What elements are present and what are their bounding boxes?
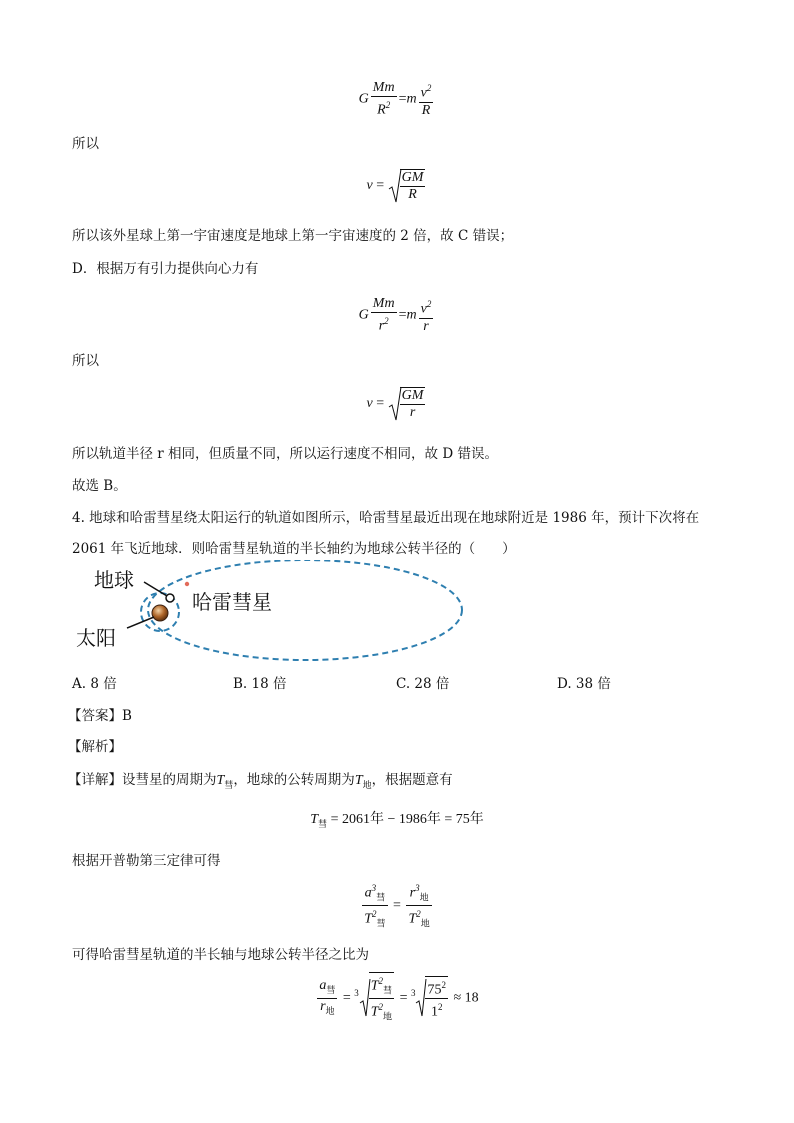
formula-gravity-R xyxy=(0,80,794,119)
formula-symbol: T xyxy=(216,773,225,788)
formula-symbol: r xyxy=(409,885,416,901)
fraction-denominator: R xyxy=(421,102,431,118)
equals-sign: = xyxy=(342,990,351,1006)
root-index: 3 xyxy=(410,988,416,999)
root-index: 3 xyxy=(354,988,359,999)
approx-result: ≈ 18 xyxy=(453,990,479,1006)
exponent: 2 xyxy=(384,316,389,326)
fraction-denominator: r xyxy=(423,318,429,334)
earth-icon xyxy=(166,594,174,602)
subscript: 彗 xyxy=(383,985,393,996)
equals-sign: = xyxy=(398,91,407,107)
subscript: 地 xyxy=(383,1011,393,1022)
subscript: 彗 xyxy=(376,892,386,903)
equals-sign: = xyxy=(376,396,385,412)
formula-symbol: v xyxy=(366,178,373,194)
sun-pointer-line xyxy=(127,617,154,628)
exponent: 3 xyxy=(415,883,420,893)
formula-symbol: a xyxy=(364,885,372,901)
formula-velocity-R xyxy=(0,167,794,205)
formula-symbol: T xyxy=(370,978,379,994)
formula-period xyxy=(0,808,794,830)
subscript: 彗 xyxy=(326,984,336,995)
formula-symbol: G xyxy=(358,91,369,107)
exponent: 2 xyxy=(426,299,432,309)
fraction-denominator: R xyxy=(408,187,417,202)
formula-symbol: a xyxy=(319,978,327,994)
question-text-line2: 2061 年飞近地球．则哈雷彗星轨道的半长轴约为地球公转半径的（ ） xyxy=(72,541,516,557)
text-suoyi: 所以 xyxy=(72,136,99,152)
numeric-value: 75 xyxy=(427,982,442,998)
fraction-denominator: R xyxy=(377,102,386,118)
text-choose-b: 故选 B。 xyxy=(72,478,127,494)
fraction-numerator: Mm xyxy=(372,80,395,95)
subscript: 彗 xyxy=(224,779,234,790)
detail-text: ，地球的公转周期为 xyxy=(233,772,355,788)
ratio-intro: 可得哈雷彗星轨道的半长轴与地球公转半径之比为 xyxy=(72,947,369,963)
formula-symbol: T xyxy=(310,812,319,827)
formula-ratio xyxy=(0,972,794,1025)
answer-label: 【答案】B xyxy=(68,708,132,724)
formula-symbol: m xyxy=(406,91,417,107)
equals-sign: = xyxy=(393,898,401,914)
formula-symbol: r xyxy=(320,998,326,1014)
detail-text: 【详解】设彗星的周期为 xyxy=(68,772,217,788)
answer-options xyxy=(0,672,794,692)
fraction-denominator: r xyxy=(378,318,385,334)
sun-icon xyxy=(152,605,168,621)
exponent: 2 xyxy=(378,1002,384,1013)
label-comet: 哈雷彗星 xyxy=(192,590,272,614)
subscript: 地 xyxy=(325,1005,335,1016)
formula-velocity-r xyxy=(0,385,794,423)
formula-gravity-r xyxy=(0,296,794,335)
detail-text: ，根据题意有 xyxy=(371,772,453,788)
numeric-value: 1 xyxy=(430,1005,438,1021)
analysis-label: 【解析】 xyxy=(68,739,122,755)
fraction-numerator: v xyxy=(420,85,427,101)
label-sun: 太阳 xyxy=(76,626,116,650)
fraction-numerator: GM xyxy=(401,388,424,403)
exponent: 2 xyxy=(437,1002,443,1013)
fraction-numerator: Mm xyxy=(372,296,395,311)
formula-symbol: G xyxy=(358,307,369,323)
exponent: 2 xyxy=(385,100,391,110)
text-option-d-intro: D．根据万有引力提供向心力有 xyxy=(72,261,259,277)
orbit-figure xyxy=(72,560,472,665)
kepler-intro: 根据开普勒第三定律可得 xyxy=(72,853,221,869)
exponent: 2 xyxy=(426,83,432,93)
formula-symbol: T xyxy=(370,1005,379,1021)
exponent: 2 xyxy=(378,976,384,986)
equals-sign: = xyxy=(376,178,385,194)
option-b: B. 18 倍 xyxy=(233,676,287,692)
equals-sign: = xyxy=(399,990,408,1006)
text-conclusion-d: 所以轨道半径 r 相同，但质量不同，所以运行速度不相同，故 D 错误。 xyxy=(72,446,498,462)
option-a: A. 8 倍 xyxy=(72,676,117,692)
formula-kepler xyxy=(0,880,794,932)
formula-symbol: T xyxy=(364,912,373,928)
comet-icon xyxy=(185,582,189,586)
formula-rhs: = 2061年 − 1986年 = 75年 xyxy=(330,812,484,827)
equals-sign: = xyxy=(398,307,407,323)
subscript: 地 xyxy=(419,892,429,903)
exponent: 3 xyxy=(371,883,377,893)
text-conclusion-c: 所以该外星球上第一宇宙速度是地球上第一宇宙速度的 2 倍，故 C 错误； xyxy=(72,228,514,244)
formula-symbol: T xyxy=(408,912,417,928)
detail-line xyxy=(68,768,453,791)
exponent: 2 xyxy=(416,909,421,920)
subscript: 彗 xyxy=(318,818,328,829)
subscript: 地 xyxy=(420,918,430,929)
formula-symbol: T xyxy=(354,773,363,788)
option-d: D. 38 倍 xyxy=(557,676,611,692)
text-suoyi: 所以 xyxy=(72,353,99,369)
fraction-numerator: v xyxy=(420,301,427,317)
subscript: 彗 xyxy=(376,918,386,929)
formula-symbol: m xyxy=(406,307,417,323)
option-c: C. 28 倍 xyxy=(396,676,450,692)
fraction-numerator: GM xyxy=(401,170,424,185)
question-text-line1: 4. 地球和哈雷彗星绕太阳运行的轨道如图所示，哈雷彗星最近出现在地球附近是 1986 年，预计下次将在 xyxy=(72,510,700,526)
formula-symbol: v xyxy=(366,396,373,412)
fraction-denominator: r xyxy=(409,405,416,420)
label-earth: 地球 xyxy=(94,568,134,592)
exponent: 2 xyxy=(372,909,377,920)
subscript: 地 xyxy=(362,779,372,790)
exponent: 2 xyxy=(441,979,446,990)
